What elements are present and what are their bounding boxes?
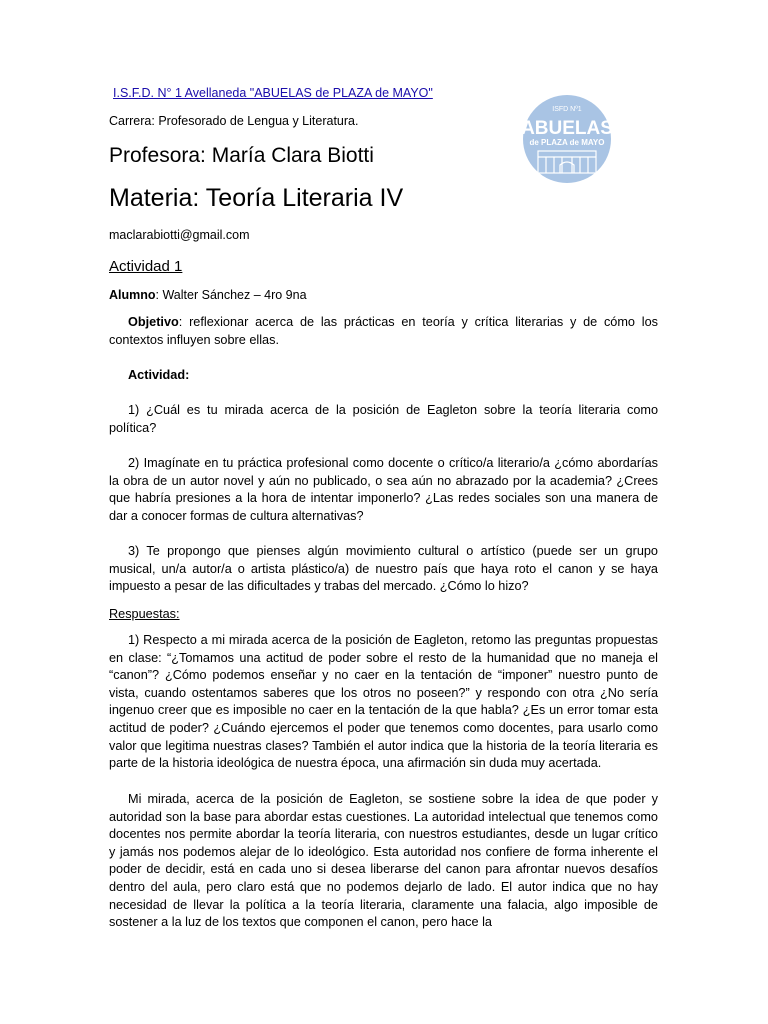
objetivo-label: Objetivo — [128, 315, 179, 329]
alumno-value: : Walter Sánchez – 4ro 9na — [155, 288, 307, 302]
actividad-label: Actividad: — [128, 368, 190, 382]
alumno-label: Alumno — [109, 288, 156, 302]
answer-paragraph-2: Mi mirada, acerca de la posición de Eagleton, se sostiene sobre la idea de que poder y autoridad son la base para abordar estas cuestiones. La autoridad intelectual que tenemos como docentes nos permite abordar la teoría literaria, con nuestros estudiantes, desde un lugar crítico y jamás nos podemos alejar de lo ideológico. Esta autoridad nos confiere de forma inherente el poder de decidir, está en cada uno si desea liberarse del canon para afrontar nuevos desafíos dentro del aula, pero claro está que no podemos dejarlo de lado. El autor indica que no hay necesidad de llevar la política a la teoría literaria, claramente una falacia, algo imposible de sostener a la luz de los textos que componen el canon, pero hace la — [109, 792, 658, 930]
objetivo-text: : reflexionar acerca de las prácticas en teoría y crítica literarias y de cómo los contextos influyen sobre ellas. — [109, 315, 658, 347]
alumno-line — [109, 288, 307, 302]
materia-heading: Materia: Teoría Literaria IV — [109, 184, 404, 212]
logo-main-text: ABUELAS — [521, 118, 613, 139]
profesora-heading: Profesora: María Clara Biotti — [109, 144, 374, 167]
objetivo-paragraph — [109, 314, 658, 349]
logo-sub-text: de PLAZA de MAYO — [529, 138, 605, 147]
logo-top-text: ISFD Nº1 — [552, 106, 582, 113]
institution-link[interactable]: I.S.F.D. N° 1 Avellaneda "ABUELAS de PLAZA de MAYO" — [113, 86, 433, 100]
activity-title: Actividad 1 — [109, 258, 183, 275]
answers-title: Respuestas: — [109, 607, 180, 621]
question-1: 1) ¿Cuál es tu mirada acerca de la posición de Eagleton sobre la teoría literaria como política? — [109, 403, 658, 435]
carrera-line: Carrera: Profesorado de Lengua y Literatura. — [109, 114, 359, 128]
email-text: maclarabiotti@gmail.com — [109, 228, 250, 242]
answer-paragraph-1: 1) Respecto a mi mirada acerca de la posición de Eagleton, retomo las preguntas propuestas en clase: “¿Tomamos una actitud de poder sobre el resto de la humanidad que no maneja el “canon”? ¿Cómo podemos enseñar y no caer en la tentación de “imponer” nuestro punto de vista, cuando ostentamos saberes que los otros no poseen?” y respondo con otra ¿No sería ingenuo creer que es imposible no caer en la tentación de la que habla? ¿Es un error tomar esta actitud de poder? ¿Cuándo ejercemos el poder que tenemos como docentes, para usarlo como valor que legitima nuestras clases? También el autor indica que la historia de la teoría literaria es parte de la historia ideológica de nuestra época, una afirmación sin duda muy acertada. — [109, 633, 658, 771]
institution-logo — [516, 95, 618, 185]
question-2: 2) Imagínate en tu práctica profesional como docente o crítico/a literario/a ¿cómo abordarías la obra de un autor novel y aún no publicado, o sea aún no abrazado por la academia? ¿Crees que habría presiones a la hora de intentar imponerlo? ¿Las redes sociales son una manera de dar a conocer formas de cultura alternativas? — [109, 456, 658, 523]
question-3: 3) Te propongo que pienses algún movimiento cultural o artístico (puede ser un grupo musical, un/a autor/a o artista plástico/a) de nuestro país que haya roto el canon y se haya impuesto a pesar de las dificultades y trabas del mercado. ¿Cómo lo hizo? — [109, 544, 658, 594]
